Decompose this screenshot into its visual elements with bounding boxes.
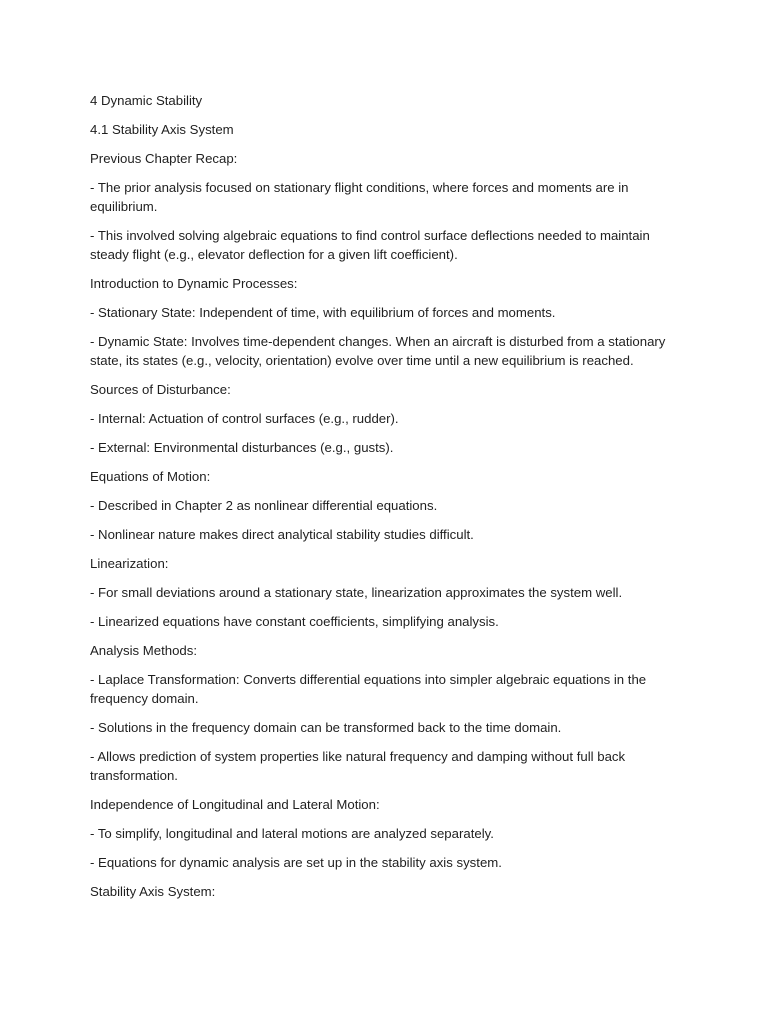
bullet-paragraph: - External: Environmental disturbances (e.g., gusts).: [90, 440, 394, 455]
topic-heading-linearization: Linearization:: [90, 556, 169, 571]
topic-heading-disturbance: Sources of Disturbance:: [90, 382, 231, 397]
bullet-paragraph: - Described in Chapter 2 as nonlinear differential equations.: [90, 498, 438, 513]
topic-heading-recap: Previous Chapter Recap:: [90, 151, 238, 166]
topic-heading-stability-axis: Stability Axis System:: [90, 884, 216, 899]
bullet-paragraph: - For small deviations around a stationary state, linearization approximates the system well.: [90, 585, 623, 600]
bullet-paragraph: - To simplify, longitudinal and lateral motions are analyzed separately.: [90, 826, 494, 841]
bullet-paragraph: - Solutions in the frequency domain can be transformed back to the time domain.: [90, 720, 562, 735]
bullet-paragraph: - Dynamic State: Involves time-dependent changes. When an aircraft is disturbed from a stationary state, its states (e.g., velocity, orientation) evolve over time until a new equilibrium is reached.: [90, 334, 666, 368]
bullet-paragraph: - Linearized equations have constant coefficients, simplifying analysis.: [90, 614, 499, 629]
topic-heading-independence: Independence of Longitudinal and Lateral Motion:: [90, 797, 380, 812]
bullet-paragraph: - Stationary State: Independent of time, with equilibrium of forces and moments.: [90, 305, 556, 320]
bullet-paragraph: - Nonlinear nature makes direct analytical stability studies difficult.: [90, 527, 474, 542]
bullet-paragraph: - Internal: Actuation of control surfaces (e.g., rudder).: [90, 411, 399, 426]
bullet-paragraph: - The prior analysis focused on stationary flight conditions, where forces and moments are in equilibrium.: [90, 180, 629, 214]
topic-heading-analysis: Analysis Methods:: [90, 643, 198, 658]
bullet-paragraph: - Allows prediction of system properties like natural frequency and damping without full back transformation.: [90, 749, 626, 783]
topic-heading-dynamic-processes: Introduction to Dynamic Processes:: [90, 276, 298, 291]
bullet-paragraph: - Equations for dynamic analysis are set up in the stability axis system.: [90, 855, 502, 870]
bullet-paragraph: - Laplace Transformation: Converts differential equations into simpler algebraic equations in the frequency domain.: [90, 672, 647, 706]
bullet-paragraph: - This involved solving algebraic equations to find control surface deflections needed to maintain steady flight (e.g., elevator deflection for a given lift coefficient).: [90, 228, 650, 262]
topic-heading-equations: Equations of Motion:: [90, 469, 211, 484]
chapter-heading: 4 Dynamic Stability: [90, 93, 203, 108]
section-heading: 4.1 Stability Axis System: [90, 122, 234, 137]
